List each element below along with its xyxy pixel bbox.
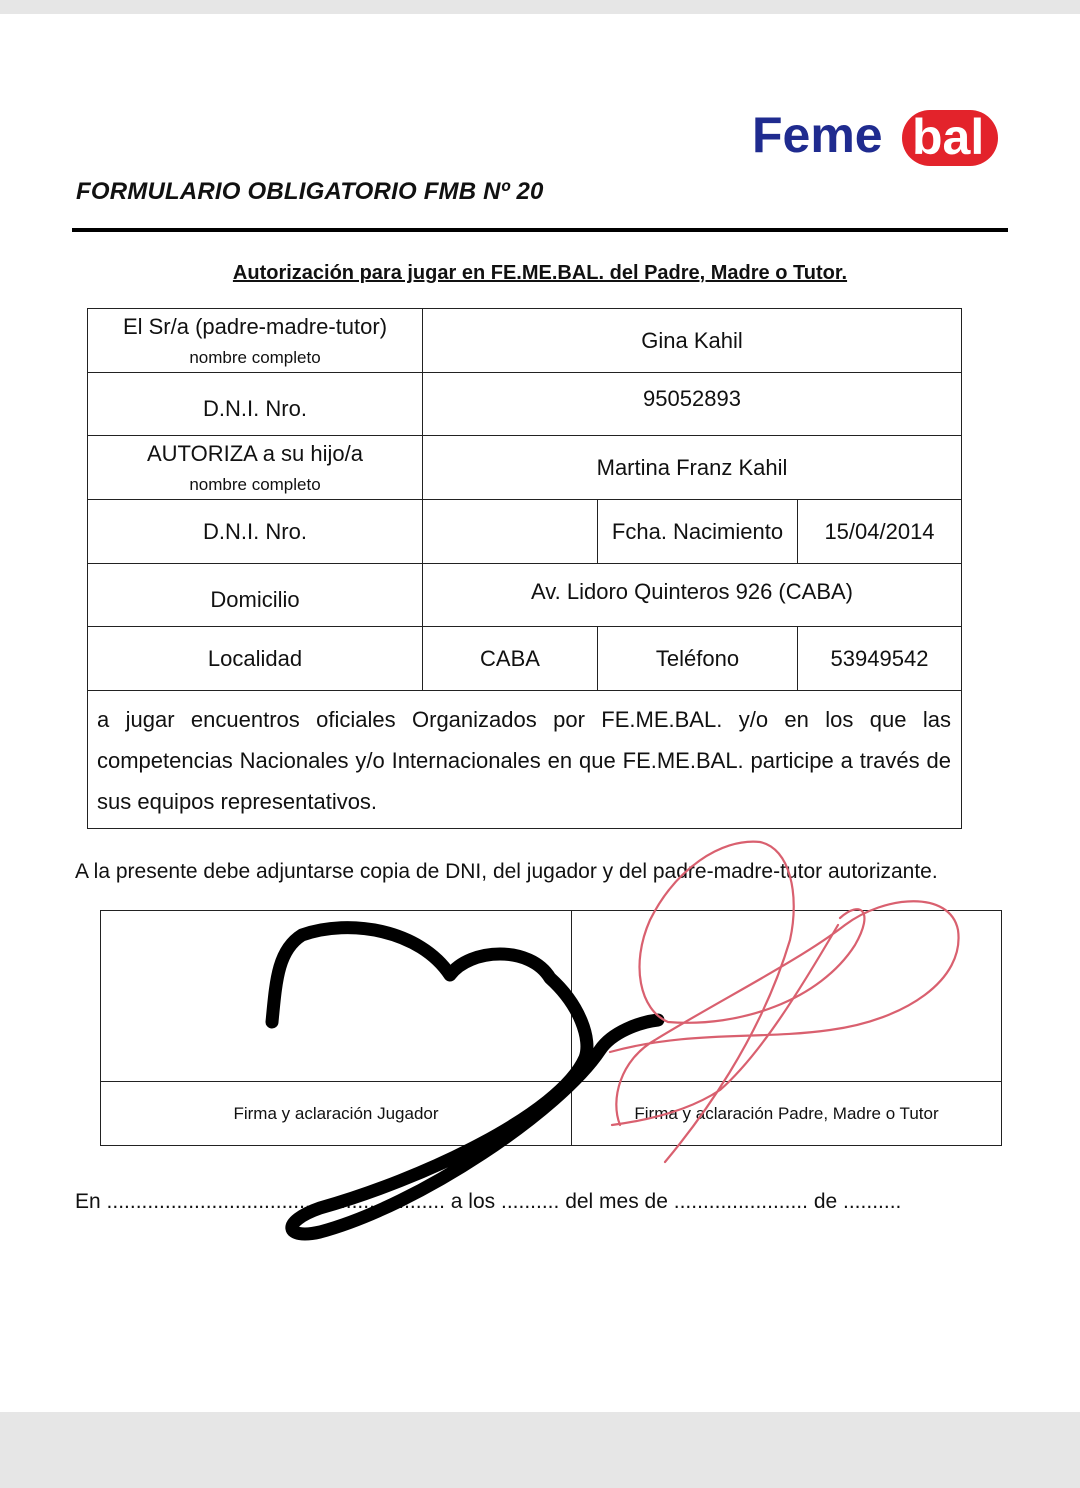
attachment-note: A la presente debe adjuntarse copia de DNI, del jugador y del padre-madre-tutor autorizante. xyxy=(75,860,938,883)
city-label: Localidad xyxy=(88,627,423,691)
signature-table xyxy=(100,910,1002,1146)
table-row xyxy=(88,309,962,373)
player-signature-label: Firma y aclaración Jugador xyxy=(101,1082,572,1146)
footer-place-blank[interactable]: .......................................................... xyxy=(106,1190,445,1213)
table-row xyxy=(88,373,962,436)
femebal-logo-graphic xyxy=(752,104,1002,170)
bottom-bar xyxy=(0,1412,1080,1488)
parent-label-cell xyxy=(88,309,423,373)
footer-day-blank[interactable]: .......... xyxy=(500,1190,560,1213)
player-signature-box[interactable] xyxy=(101,911,572,1082)
parent-signature-label: Firma y aclaración Padre, Madre o Tutor xyxy=(572,1082,1002,1146)
table-row xyxy=(101,911,1002,1082)
parent-label: El Sr/a (padre-madre-tutor) xyxy=(122,313,388,339)
footer-del-mes-de: del mes de xyxy=(565,1190,668,1213)
table-row xyxy=(88,436,962,500)
femebal-logo xyxy=(752,104,1002,170)
child-dni-label: D.N.I. Nro. xyxy=(88,500,423,564)
table-row xyxy=(101,1082,1002,1146)
form-title: FORMULARIO OBLIGATORIO FMB Nº 20 xyxy=(76,178,544,205)
birth-date-label: Fcha. Nacimiento xyxy=(598,500,798,564)
footer-en: En xyxy=(75,1190,101,1213)
address-field[interactable]: Av. Lidoro Quinteros 926 (CABA) xyxy=(423,564,962,627)
parent-name-field[interactable]: Gina Kahil xyxy=(423,309,962,373)
address-label: Domicilio xyxy=(88,564,423,627)
title-divider xyxy=(72,228,1008,232)
authorizes-label: AUTORIZA a su hijo/a xyxy=(146,440,363,466)
footer-a-los: a los xyxy=(450,1190,496,1213)
full-name-hint: nombre completo xyxy=(189,347,321,367)
parent-dni-label: D.N.I. Nro. xyxy=(88,373,423,436)
child-dni-field[interactable] xyxy=(423,500,598,564)
logo-text-red: bal xyxy=(912,109,985,165)
parent-dni-field[interactable]: 95052893 xyxy=(423,373,962,436)
table-row xyxy=(88,500,962,564)
phone-field[interactable]: 53949542 xyxy=(798,627,962,691)
phone-label: Teléfono xyxy=(598,627,798,691)
table-row xyxy=(88,627,962,691)
city-field[interactable]: CABA xyxy=(423,627,598,691)
birth-date-field[interactable]: 15/04/2014 xyxy=(798,500,962,564)
parent-signature-box[interactable] xyxy=(572,911,1002,1082)
authorization-table xyxy=(87,308,962,829)
logo-text-blue: Feme xyxy=(752,107,883,163)
form-subtitle: Autorización para jugar en FE.ME.BAL. del Padre, Madre o Tutor. xyxy=(232,262,848,284)
footer-de: de xyxy=(813,1190,838,1213)
authorization-paragraph: a jugar encuentros oficiales Organizados por FE.ME.BAL. y/o en los que las competencias Nacionales y/o Internacionales en que FE.ME.BAL. participe a través de sus equipos representativos. xyxy=(88,691,962,829)
footer-year-blank[interactable]: .......... xyxy=(843,1190,902,1213)
full-name-hint: nombre completo xyxy=(189,474,321,494)
footer-month-blank[interactable]: ....................... xyxy=(673,1190,808,1213)
table-row xyxy=(88,564,962,627)
top-bar xyxy=(0,0,1080,14)
child-name-field[interactable]: Martina Franz Kahil xyxy=(423,436,962,500)
place-date-line xyxy=(75,1190,901,1214)
table-row xyxy=(88,691,962,829)
authorizes-label-cell xyxy=(88,436,423,500)
